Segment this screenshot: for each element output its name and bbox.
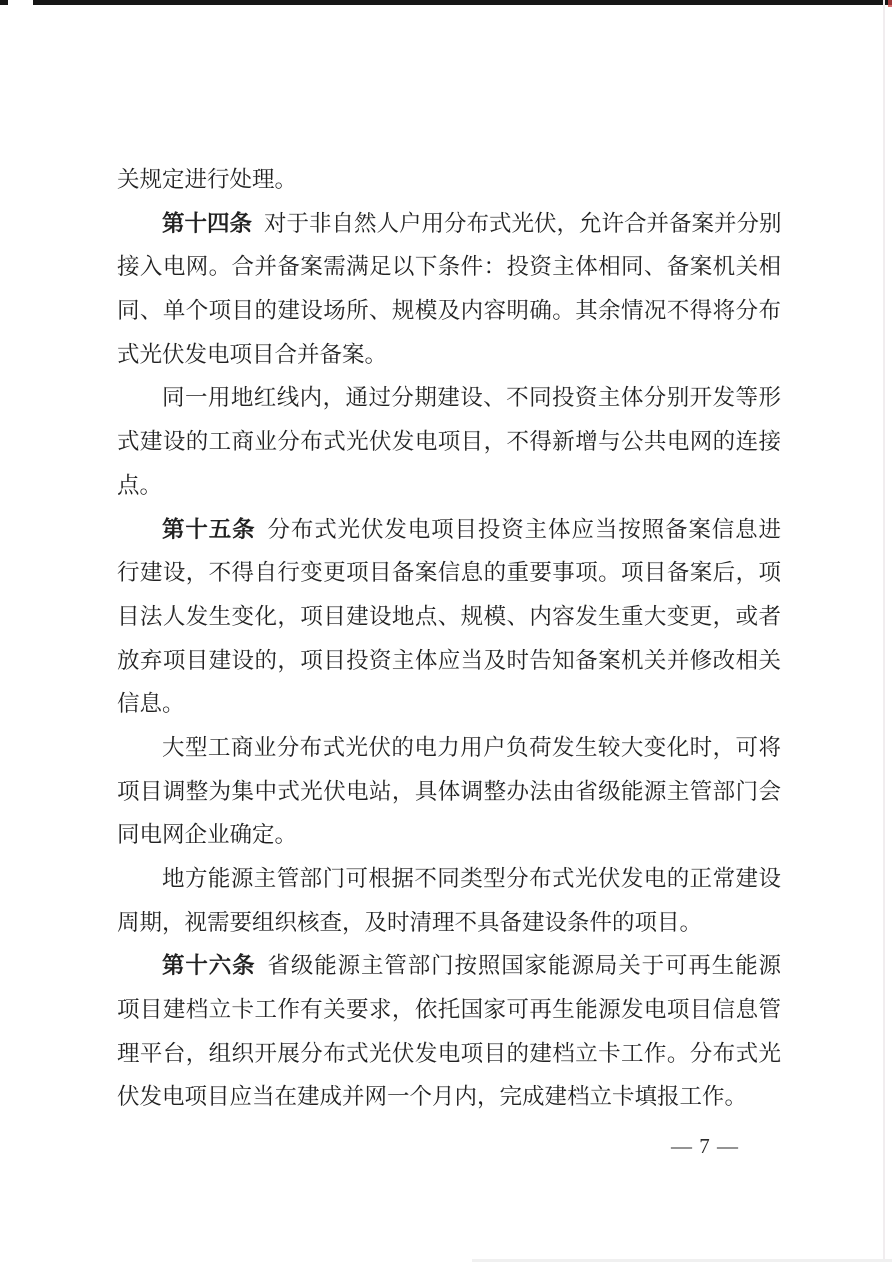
text-line-content: 点。 xyxy=(117,472,163,498)
text-line xyxy=(117,813,781,857)
scan-right-edge-line xyxy=(883,0,885,1262)
text-line xyxy=(117,770,781,814)
scan-top-edge-bar xyxy=(0,0,892,5)
text-line xyxy=(117,158,781,202)
text-line xyxy=(117,1075,781,1119)
text-line-content: 周期，视需要组织核查，及时清理不具备建设条件的项目。 xyxy=(117,909,703,935)
text-line-content: 省级能源主管部门按照国家能源局关于可再生能源 xyxy=(267,953,781,979)
article-number: 第十四条 xyxy=(162,210,253,236)
text-line xyxy=(117,988,781,1032)
text-line-content: 关规定进行处理。 xyxy=(117,167,298,192)
text-line-content: 同一用地红线内，通过分期建设、不同投资主体分别开发等形 xyxy=(162,385,781,411)
text-line-content: 伏发电项目应当在建成并网一个月内，完成建档立卡填报工作。 xyxy=(117,1084,748,1110)
text-line xyxy=(117,682,781,726)
page-number: — 7 — xyxy=(671,1134,739,1158)
text-line xyxy=(117,901,781,945)
text-line-content: 理平台，组织开展分布式光伏发电项目的建档立卡工作。分布式光 xyxy=(117,1040,781,1066)
text-line xyxy=(117,464,781,508)
text-line-content: 大型工商业分布式光伏的电力用户负荷发生较大变化时，可将 xyxy=(162,734,781,760)
article-number: 第十五条 xyxy=(162,516,256,542)
text-line-content: 信息。 xyxy=(117,691,185,717)
text-line-content: 项目建档立卡工作有关要求，依托国家可再生能源发电项目信息管 xyxy=(117,997,781,1023)
text-line-content: 放弃项目建设的，项目投资主体应当及时告知备案机关并修改相关 xyxy=(117,647,781,673)
text-line xyxy=(117,551,781,595)
document-body xyxy=(117,158,781,1119)
text-line xyxy=(117,245,781,289)
text-line xyxy=(117,289,781,333)
text-line-content: 对于非自然人户用分布式光伏，允许合并备案并分别 xyxy=(264,210,782,236)
scan-red-corner-mark xyxy=(888,0,892,7)
article-number: 第十六条 xyxy=(162,953,256,979)
text-line xyxy=(117,508,781,552)
text-line-content: 行建设，不得自行变更项目备案信息的重要事项。项目备案后，项 xyxy=(117,560,781,586)
text-line xyxy=(117,333,781,377)
text-line-content: 分布式光伏发电项目投资主体应当按照备案信息进 xyxy=(267,516,781,542)
scan-top-edge-notch xyxy=(8,0,33,5)
text-line-content: 目法人发生变化，项目建设地点、规模、内容发生重大变更，或者 xyxy=(117,603,781,629)
text-line xyxy=(117,639,781,683)
text-line xyxy=(117,376,781,420)
text-line-content: 地方能源主管部门可根据不同类型分布式光伏发电的正常建设 xyxy=(162,866,781,891)
text-line xyxy=(117,595,781,639)
text-line-content: 同、单个项目的建设场所、规模及内容明确。其余情况不得将分布 xyxy=(117,298,781,324)
text-line-content: 式建设的工商业分布式光伏发电项目，不得新增与公共电网的连接 xyxy=(117,429,781,455)
text-line xyxy=(117,857,781,901)
text-line-content: 项目调整为集中式光伏电站，具体调整办法由省级能源主管部门会 xyxy=(117,778,781,804)
text-line xyxy=(117,944,781,988)
text-line xyxy=(117,202,781,246)
text-line-content: 接入电网。合并备案需满足以下条件：投资主体相同、备案机关相 xyxy=(117,254,781,280)
text-line xyxy=(117,1032,781,1076)
text-line xyxy=(117,420,781,464)
text-line xyxy=(117,726,781,770)
text-line-content: 同电网企业确定。 xyxy=(117,822,298,848)
text-line-content: 式光伏发电项目合并备案。 xyxy=(117,341,388,367)
